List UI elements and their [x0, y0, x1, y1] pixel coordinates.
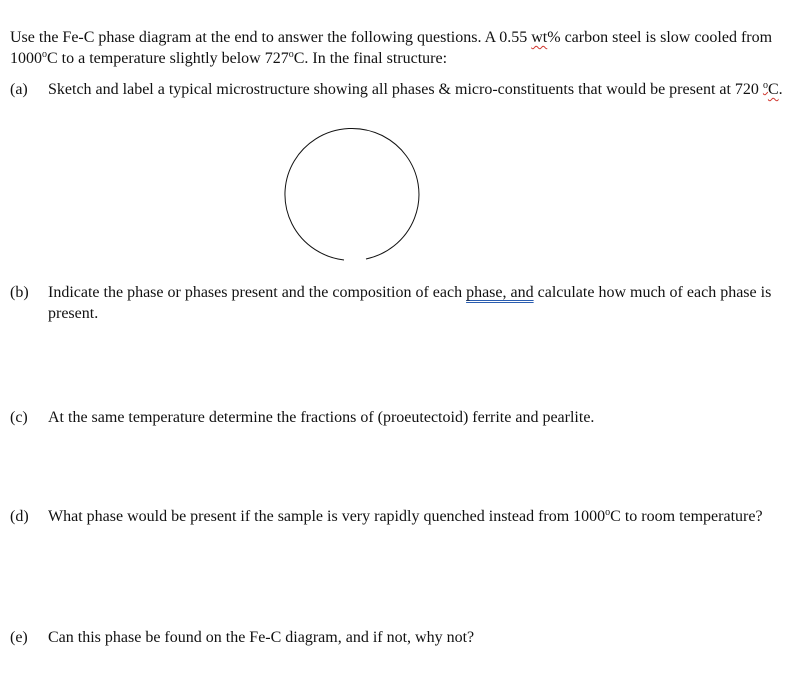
question-label: (c) — [10, 409, 28, 426]
question-text: Indicate the phase or phases present and the composition of each phase, and calculate how much of each phase is present. — [48, 284, 772, 322]
degree-symbol: o — [605, 507, 611, 518]
question-label: (b) — [10, 284, 29, 301]
question-label: (a) — [10, 81, 28, 98]
question-a — [10, 79, 790, 100]
question-text: Can this phase be found on the Fe-C diagram, and if not, why not? — [48, 629, 475, 646]
question-text: What phase would be present if the sample is very rapidly quenched instead from 1000$^o$C to room temperature? — [48, 507, 763, 525]
degree-symbol: o — [762, 80, 768, 91]
unit-c: C — [767, 81, 779, 98]
wt-word: wt — [531, 29, 548, 46]
intro-paragraph — [10, 27, 790, 69]
question-b — [10, 282, 790, 324]
question-text: At the same temperature determine the fractions of (proeutectoid) ferrite and pearlite. — [48, 409, 595, 426]
question-text: Sketch and label a typical microstructure showing all phases & micro-constituents that would be present at 720 $^o$C. — [48, 80, 783, 98]
question-d — [10, 506, 790, 527]
question-c — [10, 407, 790, 428]
question-e — [10, 627, 790, 648]
question-label: (d) — [10, 508, 29, 525]
intro-text-4: C. In the final structure: — [293, 50, 448, 67]
degree-symbol: o — [42, 49, 47, 60]
intro-text-2: % carbon steel is slow cooled from 1000 — [10, 29, 773, 67]
intro-text-1: Use the Fe-C phase diagram at the end to answer the following questions. A 0.55 — [10, 29, 532, 46]
degree-symbol: o — [288, 49, 294, 60]
microstructure-sketch-circle — [282, 127, 424, 267]
intro-text-3: C to a temperature slightly below 727 — [47, 50, 289, 67]
question-label: (e) — [10, 629, 28, 646]
grammar-flagged-text: phase, and — [466, 284, 534, 301]
